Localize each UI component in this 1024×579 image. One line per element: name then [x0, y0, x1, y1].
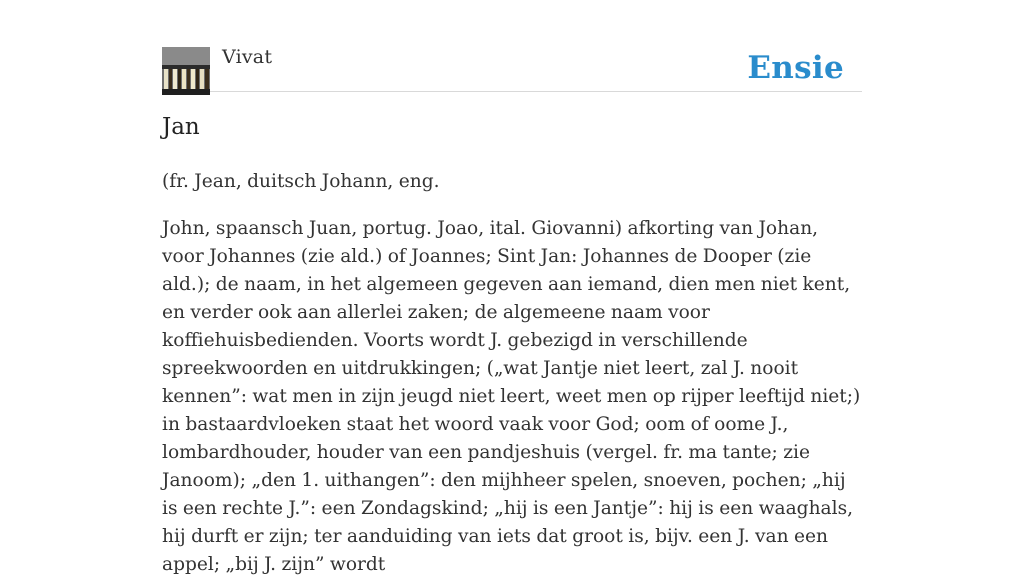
source-avatar[interactable] [162, 47, 210, 95]
source-name[interactable]: Vivat [222, 46, 273, 68]
header [162, 0, 862, 92]
brand-logo[interactable]: Ensie [747, 50, 844, 86]
article-title: Jan [162, 114, 200, 140]
article-paragraph: (fr. Jean, duitsch Johann, eng. [162, 171, 440, 192]
article-container [162, 0, 862, 575]
article-paragraph: John, spaansch Juan, portug. Joao, ital. Giovanni) afkorting van Johan, voor Johannes (zie ald.) of Joannes; Sint Jan: Johannes de Dooper (zie ald.); de naam, in het algemeen gegeven aan iemand, dien men niet kent, en verder ook aan allerlei zaken; de algemeene naam voor koffiehuisbedienden. Voorts wordt J. gebezigd in verschillende spreekwoorden en uitdrukkingen; („wat Jantje niet leert, zal J. nooit kennen”: wat men in zijn jeugd niet leert, weet men op rijper leeftijd niet;) in bastaardvloeken staat het woord vaak voor God; oom of oome J., lombardhouder, houder van een pandjeshuis (vergel. fr. ma tante; zie Janoom); „den 1. uithangen”: den mijhheer spelen, snoeven, pochen; „hij is een rechte J.”: een Zondagskind; „hij is een Jantje”: hij is een waaghals, hij durft er zijn; ter aanduiding van iets dat groot is, bijv. een J. van een appel; „bij J. zijn” wordt [162, 218, 861, 575]
book-spines-icon [162, 47, 210, 95]
